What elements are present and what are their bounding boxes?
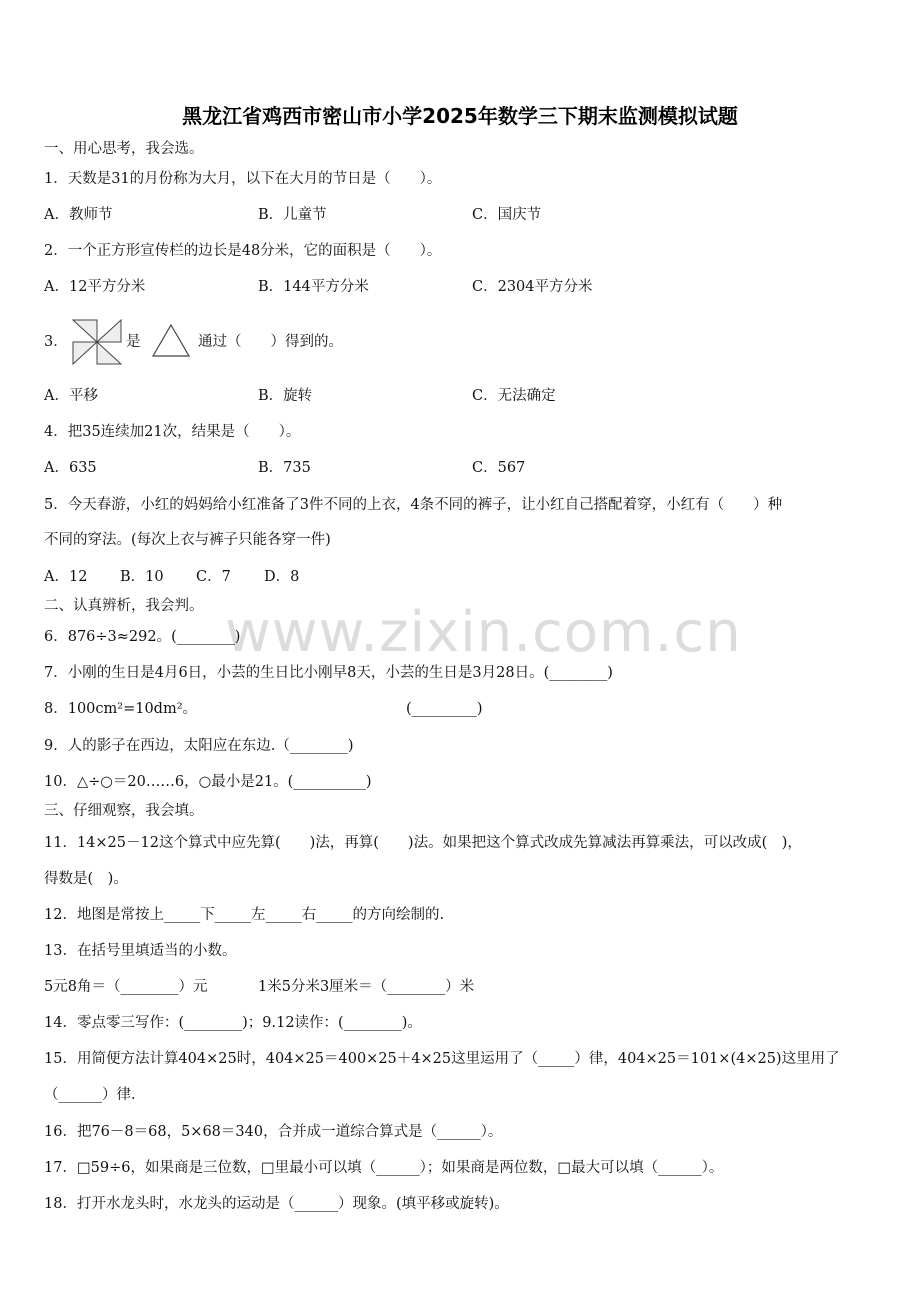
q5-option-a: A．12 <box>44 569 88 585</box>
question-7: 7．小刚的生日是4月6日，小芸的生日比小刚早8天，小芸的生日是3月28日。(________) <box>44 665 613 681</box>
question-17: 17．□59÷6，如果商是三位数，□里最小可以填（______）；如果商是两位数，□最大可以填（______）。 <box>44 1160 724 1176</box>
q2-option-c: C．2304平方分米 <box>472 279 593 295</box>
question-16: 16．把76－8＝68，5×68＝340，合并成一道综合算式是（______）。 <box>44 1124 503 1140</box>
question-5-line-2: 不同的穿法。(每次上衣与裤子只能各穿一件) <box>44 532 331 548</box>
question-8: 8．100cm²=10dm²。 <box>44 701 198 717</box>
question-18: 18．打开水龙头时，水龙头的运动是（______）现象。(填平移或旋转)。 <box>44 1196 509 1212</box>
pinwheel-figure <box>70 317 124 367</box>
question-3-number: 3． <box>44 334 68 350</box>
question-6: 6．876÷3≈292。(________) <box>44 629 241 645</box>
question-13-part-b: 1米5分米3厘米＝（________）米 <box>258 979 475 995</box>
question-5-line-1: 5．今天春游，小红的妈妈给小红准备了3件不同的上衣，4条不同的裤子，让小红自己搭配着穿，小红有（ ）种 <box>44 497 783 513</box>
question-9: 9．人的影子在西边，太阳应在东边.（________) <box>44 738 354 754</box>
q5-option-c: C．7 <box>196 569 231 585</box>
q3-option-b: B．旋转 <box>258 388 313 404</box>
q3-option-c: C．无法确定 <box>472 388 556 404</box>
q4-option-c: C．567 <box>472 460 526 476</box>
triangle-figure <box>150 322 192 360</box>
question-12: 12．地图是常按上_____下_____左_____右_____的方向绘制的. <box>44 907 445 923</box>
q5-option-d: D．8 <box>264 569 300 585</box>
q1-option-c: C．国庆节 <box>472 207 542 223</box>
question-3-mid: 是 <box>126 334 141 350</box>
watermark: www.zixin.com.cn <box>225 600 742 665</box>
q3-option-a: A．平移 <box>44 388 98 404</box>
question-15-line-2: （______）律. <box>44 1087 136 1103</box>
question-11-line-2: 得数是( )。 <box>44 871 128 887</box>
q4-option-b: B．735 <box>258 460 311 476</box>
q4-option-a: A．635 <box>44 460 97 476</box>
question-8-blank: (_________) <box>406 701 483 717</box>
question-1: 1．天数是31的月份称为大月，以下在大月的节日是（ ）。 <box>44 171 442 187</box>
question-15-line-1: 15．用简便方法计算404×25时，404×25＝400×25＋4×25这里运用了（_____）律，404×25＝101×(4×25)这里用了 <box>44 1051 840 1067</box>
q1-option-a: A．教师节 <box>44 207 113 223</box>
question-4: 4．把35连续加21次，结果是（ ）。 <box>44 424 301 440</box>
q2-option-a: A．12平方分米 <box>44 279 146 295</box>
question-13: 13．在括号里填适当的小数。 <box>44 943 237 959</box>
question-2: 2．一个正方形宣传栏的边长是48分米，它的面积是（ ）。 <box>44 243 442 259</box>
page-title: 黑龙江省鸡西市密山市小学2025年数学三下期末监测模拟试题 <box>182 104 738 128</box>
question-10: 10．△÷○＝20……6，○最小是21。(__________) <box>44 774 372 790</box>
section-heading-2: 二、认真辨析，我会判。 <box>44 598 204 614</box>
question-13-part-a: 5元8角＝（________）元 <box>44 979 208 995</box>
question-3-tail: 通过（ ）得到的。 <box>198 334 343 350</box>
question-11-line-1: 11．14×25－12这个算式中应先算( )法，再算( )法。如果把这个算式改成先算减法再算乘法，可以改成( )， <box>44 835 802 851</box>
section-heading-3: 三、仔细观察，我会填。 <box>44 803 204 819</box>
section-heading-1: 一、用心思考，我会选。 <box>44 141 204 157</box>
question-14: 14．零点零三写作：(________)；9.12读作：(________)。 <box>44 1015 422 1031</box>
q2-option-b: B．144平方分米 <box>258 279 369 295</box>
q1-option-b: B．儿童节 <box>258 207 327 223</box>
q5-option-b: B．10 <box>120 569 164 585</box>
